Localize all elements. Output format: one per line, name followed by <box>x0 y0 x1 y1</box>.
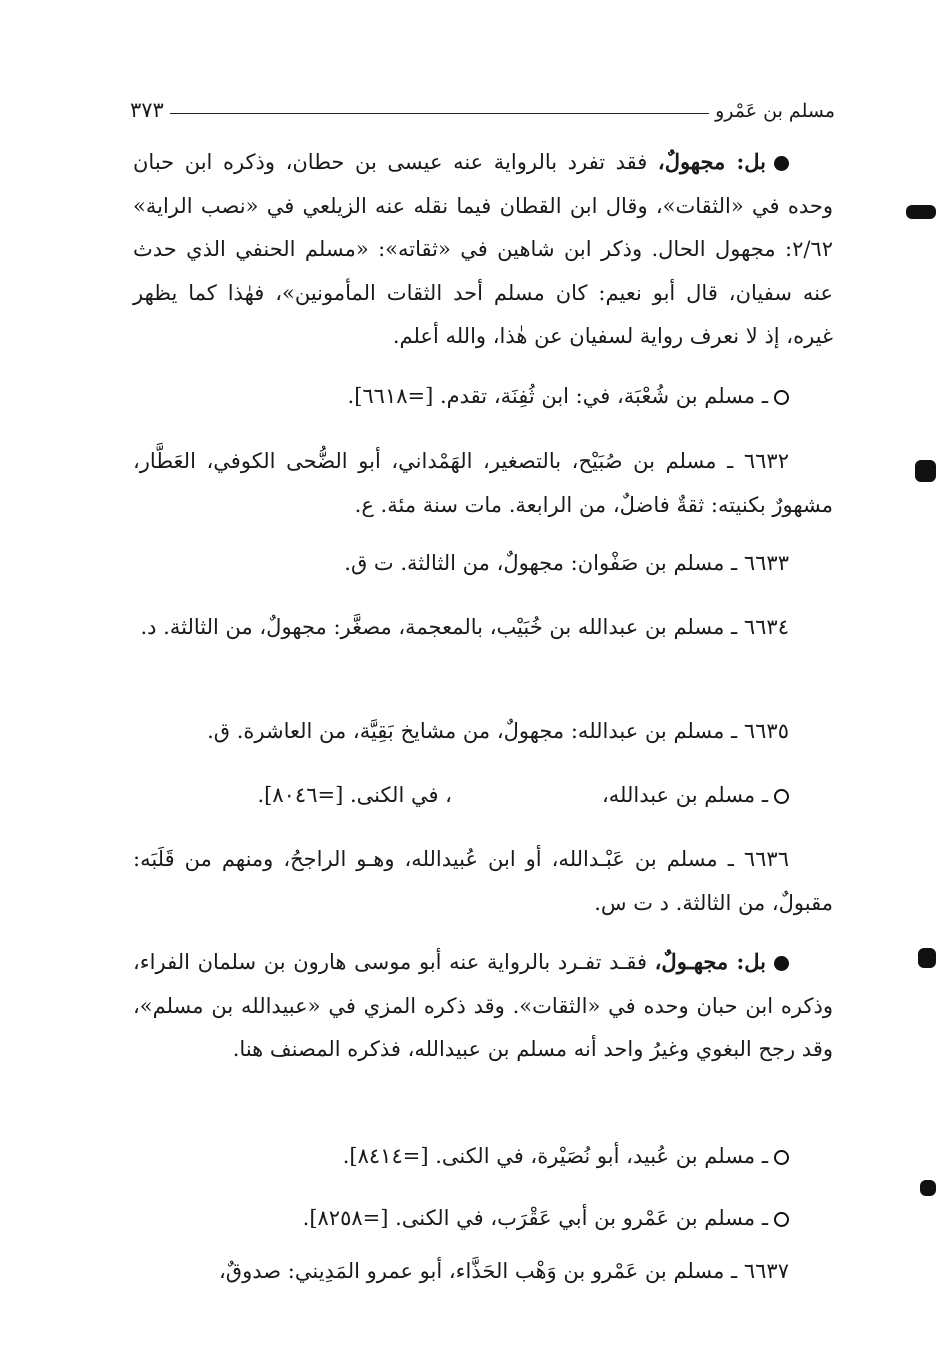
entry-6634 <box>133 606 833 650</box>
entry-text: ٦٦٣٥ ـ مسلم بن عبدالله: مجهولٌ، من مشايخ بَقِيَّة، من العاشرة. ق. <box>207 719 789 743</box>
entry-text: ٦٦٣٣ ـ مسلم بن صَفْوان: مجهولٌ، من الثالثة. ت ق. <box>344 551 789 575</box>
entry-cross-ref <box>133 375 833 419</box>
entry-text: ، في الكنى. [=٨٠٤٦]. <box>257 783 452 807</box>
entry-text: ٦٦٣٧ ـ مسلم بن عَمْرو بن وَهْب الحَذَّاء، أبو عمرو المَدِيني: صدوقٌ، <box>219 1259 789 1283</box>
entry-text: ـ مسلم بن عبدالله، <box>601 783 768 807</box>
margin-mark <box>918 948 936 968</box>
header-title: مسلم بن عَمْرو <box>715 100 835 122</box>
bullet-icon <box>774 156 789 171</box>
entry-6632 <box>133 440 833 527</box>
margin-mark <box>915 460 936 482</box>
commentary-text: فقد تفرد بالرواية عنه عيسى بن حطان، وذكره ابن حبان وحده في «الثقات»، وقال ابن القطان فيما نقله عنه الزيلعي في «نصب الراية» ٢/٦٢: مجهول الحال. وذكر ابن شاهين في «ثقاته»: «مسلم الحنفي الذي حدث عنه سفيان، قال أبو نعيم: كان مسلم أحد الثقات المأمونين»، فهٰذا كما يظهر غيره، إذ لا نعرف رواية لسفيان عن هٰذا، والله أعلم. <box>133 150 833 348</box>
commentary-text: فقـد تفـرد بالرواية عنه أبو موسى هارون بن سلمان الفراء، وذكره ابن حبان وحده في «الثقات». وقد ذكره المزي في «عبيدالله بن مسلم»، وقد رجح البغوي وغيرُ واحد أنه مسلم بن عبيدالله، فذكره المصنف هنا. <box>133 950 833 1061</box>
header-rule <box>170 113 709 114</box>
circle-icon <box>774 1212 789 1227</box>
margin-mark <box>920 1180 936 1196</box>
entry-text: ـ مسلم بن عَمْرو بن أبي عَقْرَب، في الكنى. [=٨٢٥٨]. <box>302 1206 768 1230</box>
commentary-paragraph-2 <box>133 940 833 1072</box>
circle-icon <box>774 1150 789 1165</box>
commentary-paragraph-1 <box>133 140 833 359</box>
entry-cross-ref <box>133 1135 833 1179</box>
entry-text: ٦٦٣٢ ـ مسلم بن صُبَيْح، بالتصغير، الهَمْداني، أبو الضُّحى الكوفي، العَطَّار، مشهورٌ بكنيته: ثقةٌ فاضلٌ، من الرابعة. مات سنة مئة. ع. <box>133 449 833 517</box>
running-header <box>130 88 835 122</box>
entry-cross-ref <box>133 774 833 818</box>
commentary-lead: بل: مجهولٌ، <box>657 149 767 174</box>
page-number: ٣٧٣ <box>130 98 164 122</box>
margin-mark <box>906 205 936 219</box>
entry-6637 <box>133 1250 833 1294</box>
entry-text: ٦٦٣٦ ـ مسلم بن عَبْـدالله، أو ابن عُبيدالله، وهـو الراجحُ، ومنهم من قَلَبَه: مقبولٌ، من الثالثة. د ت س. <box>133 847 833 915</box>
entry-text: ـ مسلم بن شُعْبَة، في: ابن ثُفِنَة، تقدم. [=٦٦١٨]. <box>347 384 768 408</box>
entry-6635 <box>133 710 833 754</box>
entry-cross-ref <box>133 1197 833 1241</box>
bullet-icon <box>774 956 789 971</box>
circle-icon <box>774 789 789 804</box>
entry-6636 <box>133 838 833 925</box>
entry-text: ٦٦٣٤ ـ مسلم بن عبدالله بن خُبَيْب، بالمعجمة، مصغَّر: مجهولٌ، من الثالثة. د. <box>140 615 789 639</box>
entry-text: ـ مسلم بن عُبيد، أبو نُصَيْرة، في الكنى. [=٨٤١٤]. <box>342 1144 768 1168</box>
circle-icon <box>774 390 789 405</box>
entry-6633 <box>133 542 833 586</box>
commentary-lead: بل: مجهـولٌ، <box>654 949 766 974</box>
